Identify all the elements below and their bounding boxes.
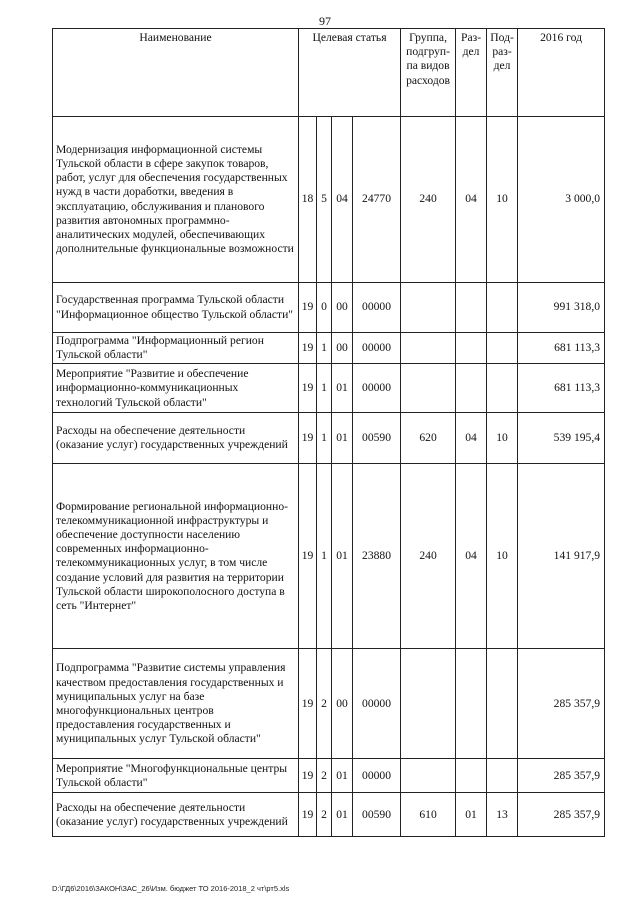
section [456,333,487,364]
target-code-activity: 01 [332,793,353,837]
header-name: Наименование [53,29,299,117]
amount-2016: 285 357,9 [518,793,605,837]
amount-2016: 141 917,9 [518,464,605,649]
expense-group [401,759,456,793]
row-name: Подпрограмма "Информационный регион Тульской области" [53,333,299,364]
header-subsection: Под-раз-дел [487,29,518,117]
amount-2016: 681 113,3 [518,364,605,413]
amount-2016: 285 357,9 [518,759,605,793]
target-code-activity: 00 [332,333,353,364]
target-code-activity: 01 [332,464,353,649]
table-row [53,413,605,464]
table-row [53,759,605,793]
target-code-direction: 00000 [353,333,401,364]
table-row [53,333,605,364]
target-code-subprogram: 0 [317,283,332,333]
subsection: 10 [487,117,518,283]
target-code-direction: 00590 [353,793,401,837]
target-code-direction: 00000 [353,759,401,793]
target-code-program: 19 [299,793,317,837]
target-code-activity: 00 [332,283,353,333]
subsection [487,283,518,333]
row-name: Модернизация информационной системы Тульской области в сфере закупок товаров, работ, услуг для обеспечения государственных нужд в части доработки, введения в эксплуатацию, обслуживания и планового развития автономных программно-аналитических модулей, обеспечивающих дополнительные функциональные возможности [53,117,299,283]
target-code-activity: 01 [332,364,353,413]
expense-group [401,283,456,333]
subsection: 10 [487,413,518,464]
target-code-direction: 00000 [353,283,401,333]
target-code-subprogram: 1 [317,333,332,364]
expense-group [401,333,456,364]
target-code-program: 19 [299,283,317,333]
target-code-subprogram: 2 [317,649,332,759]
target-code-program: 19 [299,413,317,464]
section [456,283,487,333]
target-code-direction: 23880 [353,464,401,649]
subsection [487,649,518,759]
table-row [53,464,605,649]
row-name: Расходы на обеспечение деятельности (оказание услуг) государственных учреждений [53,413,299,464]
target-code-program: 19 [299,759,317,793]
section: 04 [456,413,487,464]
header-target: Целевая статья [299,29,401,117]
amount-2016: 285 357,9 [518,649,605,759]
subsection [487,364,518,413]
table-row [53,649,605,759]
header-year: 2016 год [518,29,605,117]
section [456,649,487,759]
section: 01 [456,793,487,837]
subsection: 13 [487,793,518,837]
row-name: Мероприятие "Многофункциональные центры Тульской области" [53,759,299,793]
expense-group: 620 [401,413,456,464]
target-code-subprogram: 1 [317,364,332,413]
amount-2016: 3 000,0 [518,117,605,283]
target-code-subprogram: 1 [317,464,332,649]
target-code-subprogram: 2 [317,759,332,793]
row-name: Подпрограмма "Развитие системы управления качеством предоставления государственных и муниципальных услуг на базе многофункциональных центров предоставления государственных и муниципальных услуг Тульской области" [53,649,299,759]
page-number: 97 [319,14,331,28]
subsection: 10 [487,464,518,649]
target-code-activity: 01 [332,759,353,793]
section: 04 [456,117,487,283]
expense-group: 610 [401,793,456,837]
table-row [53,364,605,413]
target-code-direction: 24770 [353,117,401,283]
target-code-subprogram: 5 [317,117,332,283]
target-code-activity: 04 [332,117,353,283]
target-code-program: 18 [299,117,317,283]
budget-table [52,28,605,837]
subsection [487,759,518,793]
table-row [53,117,605,283]
target-code-program: 19 [299,649,317,759]
amount-2016: 991 318,0 [518,283,605,333]
table-row [53,793,605,837]
subsection [487,333,518,364]
target-code-direction: 00000 [353,364,401,413]
target-code-activity: 01 [332,413,353,464]
target-code-program: 19 [299,364,317,413]
section [456,759,487,793]
row-name: Государственная программа Тульской области "Информационное общество Тульской области" [53,283,299,333]
target-code-program: 19 [299,333,317,364]
target-code-subprogram: 2 [317,793,332,837]
amount-2016: 681 113,3 [518,333,605,364]
target-code-activity: 00 [332,649,353,759]
row-name: Расходы на обеспечение деятельности (оказание услуг) государственных учреждений [53,793,299,837]
amount-2016: 539 195,4 [518,413,605,464]
target-code-direction: 00000 [353,649,401,759]
expense-group: 240 [401,117,456,283]
target-code-subprogram: 1 [317,413,332,464]
file-path-footer: D:\ГД6\2016\ЗАКОН\ЗАС_26\Изм. бюджет ТО 2016-2018_2 чт\рт5.xls [52,884,290,893]
expense-group [401,364,456,413]
target-code-program: 19 [299,464,317,649]
expense-group: 240 [401,464,456,649]
section [456,364,487,413]
target-code-direction: 00590 [353,413,401,464]
header-group: Группа, подгруп-па видов расходов [401,29,456,117]
header-section: Раз-дел [456,29,487,117]
row-name: Формирование региональной информационно-телекоммуникационной инфраструктуры и обеспечение доступности населению современных информационно-телекоммуникационных услуг, в том числе создание условий для развития на территории Тульской области широкополосного доступа в сеть "Интернет" [53,464,299,649]
table-row [53,283,605,333]
row-name: Мероприятие "Развитие и обеспечение информационно-коммуникационных технологий Тульской области" [53,364,299,413]
section: 04 [456,464,487,649]
expense-group [401,649,456,759]
